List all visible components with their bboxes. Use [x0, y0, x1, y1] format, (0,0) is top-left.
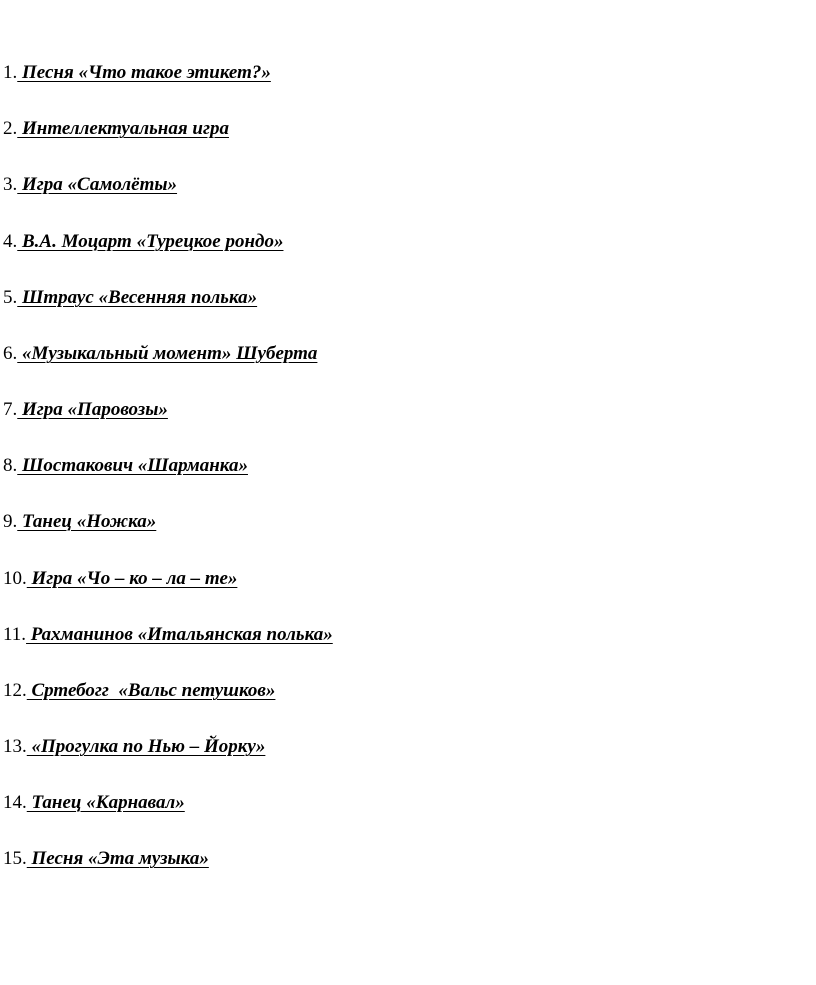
item-title: Танец «Ножка» — [17, 511, 157, 532]
item-number: 3. — [3, 174, 18, 195]
item-title: Игра «Паровозы» — [17, 399, 168, 420]
item-number: 2. — [3, 118, 18, 139]
item-number: 1. — [3, 62, 18, 83]
program-item-13 — [3, 733, 265, 761]
program-item-14 — [3, 789, 185, 817]
item-title: Игра «Чо – ко – ла – те» — [26, 568, 238, 589]
item-number: 9. — [3, 511, 18, 532]
item-title: Шостакович «Шарманка» — [17, 455, 248, 476]
item-title: Рахманинов «Итальянская полька» — [26, 624, 333, 645]
item-title: «Прогулка по Нью – Йорку» — [26, 736, 266, 757]
item-title: «Музыкальный момент» Шуберта — [17, 343, 318, 364]
item-title: Танец «Карнавал» — [26, 792, 185, 813]
item-number: 15. — [3, 848, 27, 869]
program-item-1 — [3, 59, 271, 87]
item-number: 14. — [3, 792, 27, 813]
program-item-9 — [3, 508, 156, 536]
item-title: Сртебогг «Вальс петушков» — [26, 680, 276, 701]
program-item-11 — [3, 621, 333, 649]
item-title: Песня «Что такое этикет?» — [17, 62, 271, 83]
program-item-5 — [3, 284, 257, 312]
program-item-10 — [3, 565, 237, 593]
program-item-15 — [3, 845, 209, 873]
item-number: 13. — [3, 736, 27, 757]
program-item-8 — [3, 452, 248, 480]
item-number: 11. — [3, 624, 27, 645]
program-item-12 — [3, 677, 275, 705]
program-item-3 — [3, 171, 177, 199]
program-item-4 — [3, 228, 283, 256]
program-item-6 — [3, 340, 317, 368]
item-title: В.А. Моцарт «Турецкое рондо» — [17, 231, 284, 252]
item-number: 12. — [3, 680, 27, 701]
item-number: 10. — [3, 568, 27, 589]
program-item-7 — [3, 396, 168, 424]
item-number: 5. — [3, 287, 18, 308]
item-number: 4. — [3, 231, 18, 252]
program-item-2 — [3, 115, 229, 143]
item-number: 7. — [3, 399, 18, 420]
item-title: Интеллектуальная игра — [17, 118, 229, 139]
item-number: 8. — [3, 455, 18, 476]
item-title: Игра «Самолёты» — [17, 174, 178, 195]
item-title: Песня «Эта музыка» — [26, 848, 209, 869]
item-title: Штраус «Весенняя полька» — [17, 287, 258, 308]
item-number: 6. — [3, 343, 18, 364]
